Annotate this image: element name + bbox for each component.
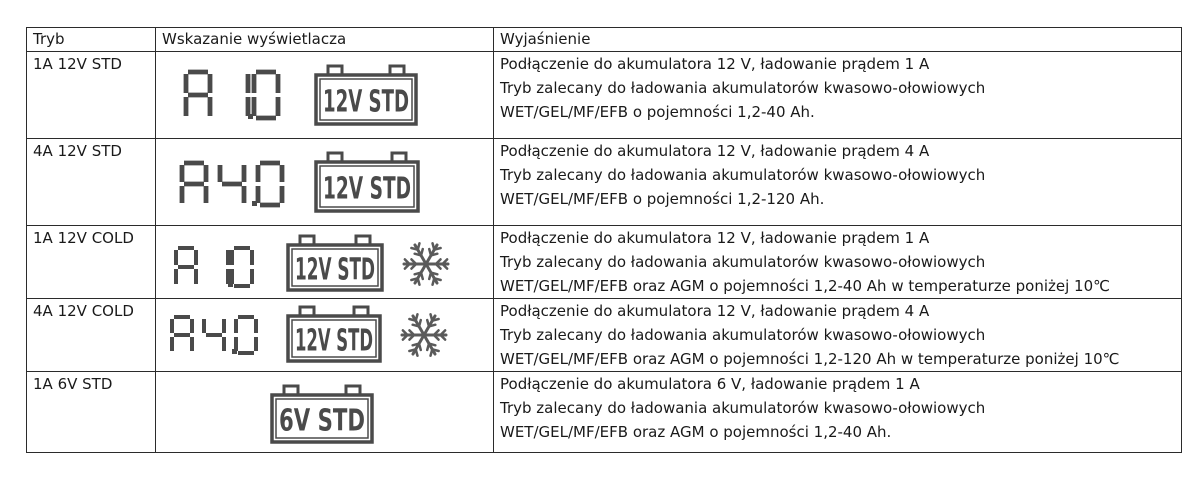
segment-code xyxy=(172,317,256,354)
table-row xyxy=(27,226,1182,299)
snowflake-branch xyxy=(411,278,417,280)
display-cell xyxy=(156,52,494,139)
snowflake-branch xyxy=(434,248,440,250)
display-cell xyxy=(156,372,494,453)
explanation-line: Podłączenie do akumulatora 12 V, ładowanie prądem 4 A xyxy=(500,302,930,320)
explanation-line: WET/GEL/MF/EFB o pojemności 1,2-40 Ah. xyxy=(500,103,815,121)
explanation-line: WET/GEL/MF/EFB oraz AGM o pojemności 1,2-40 Ah w temperaturze poniżej 10℃ xyxy=(500,277,1110,295)
mode-cell: 1A 12V STD xyxy=(27,52,156,139)
table-row xyxy=(27,299,1182,372)
battery-icon xyxy=(316,153,418,211)
segment-code xyxy=(176,248,252,287)
battery-label: 6V STD xyxy=(279,403,365,439)
lcd-display xyxy=(156,52,494,138)
explanation-line: Tryb zalecany do ładowania akumulatorów kwasowo-ołowiowych xyxy=(500,79,986,97)
header-display: Wskazanie wyświetlacza xyxy=(156,28,494,52)
table-row xyxy=(27,372,1182,453)
mode-cell: 1A 12V COLD xyxy=(27,226,156,299)
explanation-line: Tryb zalecany do ładowania akumulatorów kwasowo-ołowiowych xyxy=(500,399,986,417)
snowflake-branch xyxy=(433,278,435,284)
explanation-line: Tryb zalecany do ładowania akumulatorów kwasowo-ołowiowych xyxy=(500,253,986,271)
mode-cell: 4A 12V STD xyxy=(27,139,156,226)
snowflake-branch xyxy=(432,319,438,321)
explanation-cell xyxy=(494,299,1182,372)
table-row xyxy=(27,52,1182,139)
charging-modes-table xyxy=(26,27,1182,453)
battery-icon xyxy=(316,66,416,124)
snowflake-branch xyxy=(421,249,423,255)
snowflake-branch xyxy=(427,344,429,350)
battery-icon xyxy=(288,236,382,290)
lcd-display xyxy=(156,226,494,298)
snowflake-branch xyxy=(429,325,435,327)
snowflake-branch xyxy=(415,273,421,275)
explanation-line: WET/GEL/MF/EFB o pojemności 1,2-120 Ah. xyxy=(500,190,825,208)
lcd-display xyxy=(156,139,494,225)
battery-label: 12V STD xyxy=(323,84,409,120)
snowflake-branch xyxy=(419,320,421,326)
explanation-line: Podłączenie do akumulatora 6 V, ładowanie prądem 1 A xyxy=(500,375,920,393)
table-header-row xyxy=(27,28,1182,52)
snowflake-branch xyxy=(413,344,419,346)
snowflake-branch xyxy=(429,273,431,279)
snowflake-branch xyxy=(431,349,433,355)
display-cell xyxy=(156,226,494,299)
explanation-cell xyxy=(494,52,1182,139)
explanation-line: WET/GEL/MF/EFB oraz AGM o pojemności 1,2-120 Ah w temperaturze poniżej 10℃ xyxy=(500,350,1120,368)
snowflake-branch xyxy=(431,254,437,256)
explanation-line: Podłączenie do akumulatora 12 V, ładowanie prądem 1 A xyxy=(500,229,930,247)
lcd-display xyxy=(156,372,494,452)
table-row xyxy=(27,139,1182,226)
snowflake-icon xyxy=(402,314,446,355)
display-cell xyxy=(156,139,494,226)
snowflake-icon xyxy=(404,243,448,284)
battery-icon xyxy=(272,386,372,442)
snowflake-branch xyxy=(418,243,420,249)
explanation-line: WET/GEL/MF/EFB oraz AGM o pojemności 1,2-40 Ah. xyxy=(500,423,892,441)
mode-cell: 4A 12V COLD xyxy=(27,299,156,372)
explanation-cell xyxy=(494,372,1182,453)
lcd-display xyxy=(156,299,494,371)
explanation-line: Podłączenie do akumulatora 12 V, ładowanie prądem 4 A xyxy=(500,142,930,160)
segment-code xyxy=(186,72,278,119)
explanation-line: Tryb zalecany do ładowania akumulatorów kwasowo-ołowiowych xyxy=(500,166,986,184)
explanation-line: Tryb zalecany do ładowania akumulatorów kwasowo-ołowiowych xyxy=(500,326,986,344)
mode-cell: 1A 6V STD xyxy=(27,372,156,453)
battery-label: 12V STD xyxy=(323,171,411,207)
header-mode: Tryb xyxy=(27,28,156,52)
battery-icon xyxy=(288,307,380,361)
display-cell xyxy=(156,299,494,372)
battery-label: 12V STD xyxy=(295,252,375,288)
segment-code xyxy=(182,163,282,206)
battery-label: 12V STD xyxy=(295,323,373,359)
snowflake-branch xyxy=(409,349,415,351)
explanation-cell xyxy=(494,139,1182,226)
snowflake-branch xyxy=(416,314,418,320)
explanation-line: Podłączenie do akumulatora 12 V, ładowanie prądem 1 A xyxy=(500,55,930,73)
header-explanation: Wyjaśnienie xyxy=(494,28,1182,52)
explanation-cell xyxy=(494,226,1182,299)
